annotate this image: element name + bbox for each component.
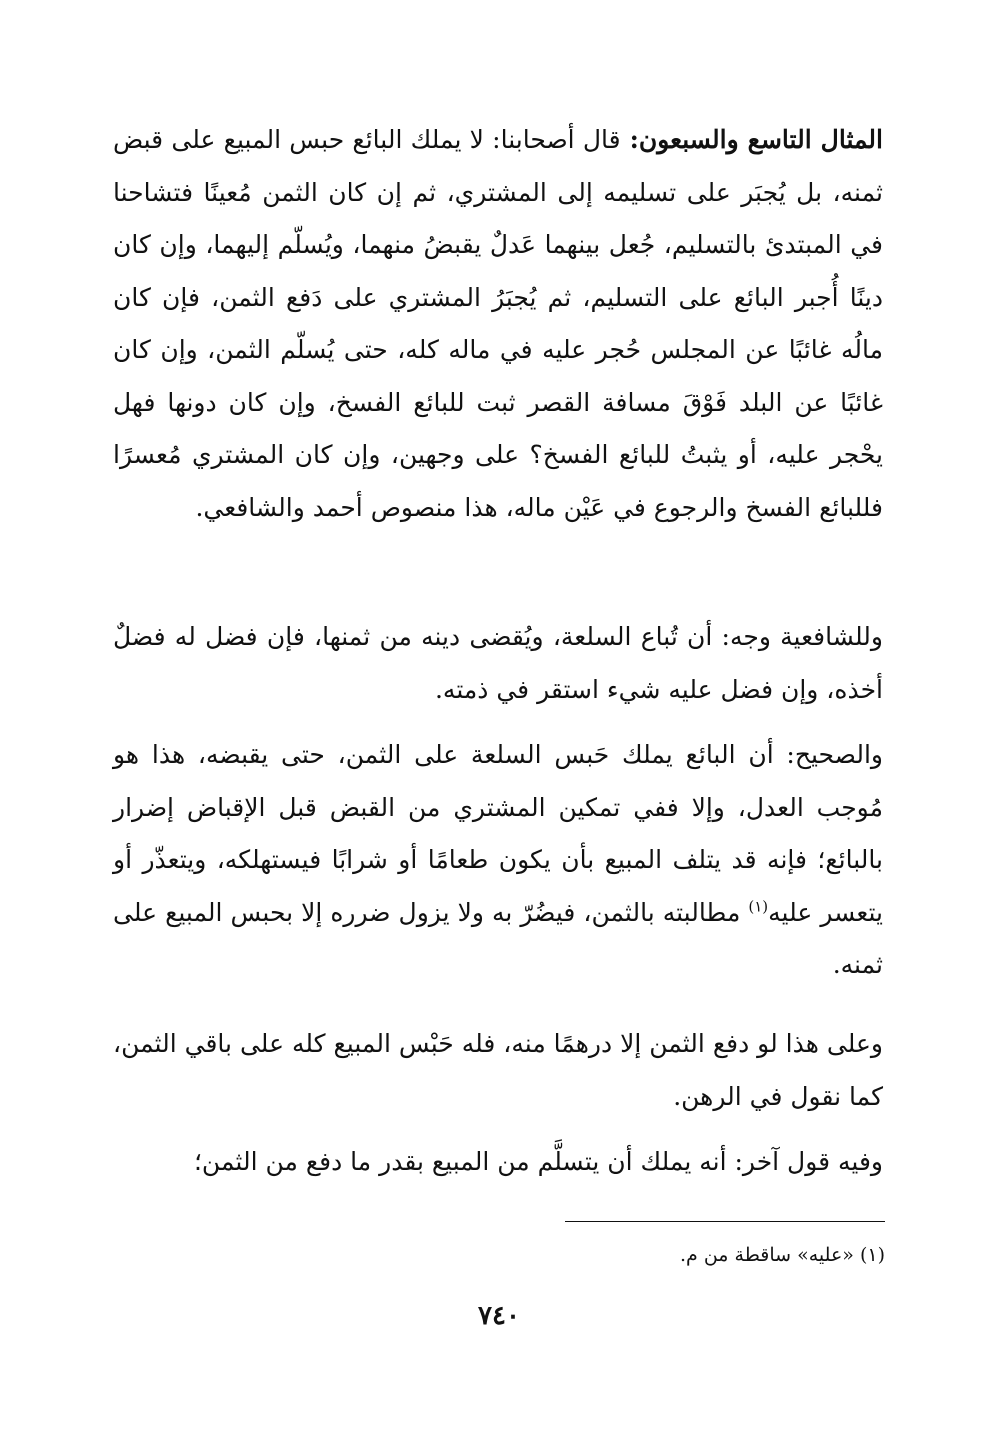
- paragraph-text-after-marker: مطالبته بالثمن، فيضُرّ به ولا يزول ضرره إلا بحبس المبيع على ثمنه.: [113, 897, 883, 979]
- paragraph-correct-view: [113, 729, 883, 992]
- paragraph-text: قال أصحابنا: لا يملك البائع حبس المبيع على قبض ثمنه، بل يُجبَر على تسليمه إلى المشتري، ثم إن كان الثمن مُعينًا فتشاحنا في المبتدئ بالتسليم، جُعل بينهما عَدلٌ يقبضُ منهما، ويُسلّم إليهما، وإن كان دينًا أُجبر البائع على التسليم، ثم يُجبَرُ المشتري على دَفع الثمن، فإن كان مالُه غائبًا عن المجلس حُجر عليه في ماله كله، حتى يُسلّم الثمن، وإن كان غائبًا عن البلد فَوْقَ مسافة القصر ثبت للبائع الفسخ، وإن كان دونها فهل يحْجر عليه، أو يثبتُ للبائع الفسخ؟ على وجهين، وإن كان المشتري مُعسرًا فللبائع الفسخ والرجوع في عَيْن ماله، هذا منصوص أحمد والشافعي.: [113, 125, 883, 522]
- paragraph-shafii-view: وللشافعية وجه: أن تُباع السلعة، ويُقضى دينه من ثمنها، فإن فضل له فضلٌ أخذه، وإن فضل عليه شيء استقر في ذمته.: [113, 622, 883, 704]
- paragraph-another-view: وفيه قول آخر: أنه يملك أن يتسلَّم من المبيع بقدر ما دفع من الثمن؛: [193, 1147, 883, 1176]
- section-heading: المثال التاسع والسبعون:: [620, 125, 883, 154]
- footnote-marker: (١): [748, 897, 769, 916]
- footnote-divider: [565, 1221, 885, 1222]
- paragraph-text-before-marker: والصحيح: أن البائع يملك حَبس السلعة على الثمن، حتى يقبضه، هذا هو مُوجب العدل، وإلا ففي تمكين المشتري من القبض قبل الإقباض إضرار بالبائع؛ فإنه قد يتلف المبيع بأن يكون طعامًا أو شرابًا فيستهلكه، ويتعذّر أو يتعسر عليه: [113, 740, 883, 927]
- footnote: (١) «عليه» ساقطة من م.: [679, 1244, 885, 1266]
- paragraph-one-dirham: وعلى هذا لو دفع الثمن إلا درهمًا منه، فله حَبْس المبيع كله على باقي الثمن، كما نقول في الرهن.: [113, 1029, 883, 1111]
- paragraph-example-79: [113, 114, 883, 534]
- page-number: ٧٤٠: [478, 1301, 520, 1331]
